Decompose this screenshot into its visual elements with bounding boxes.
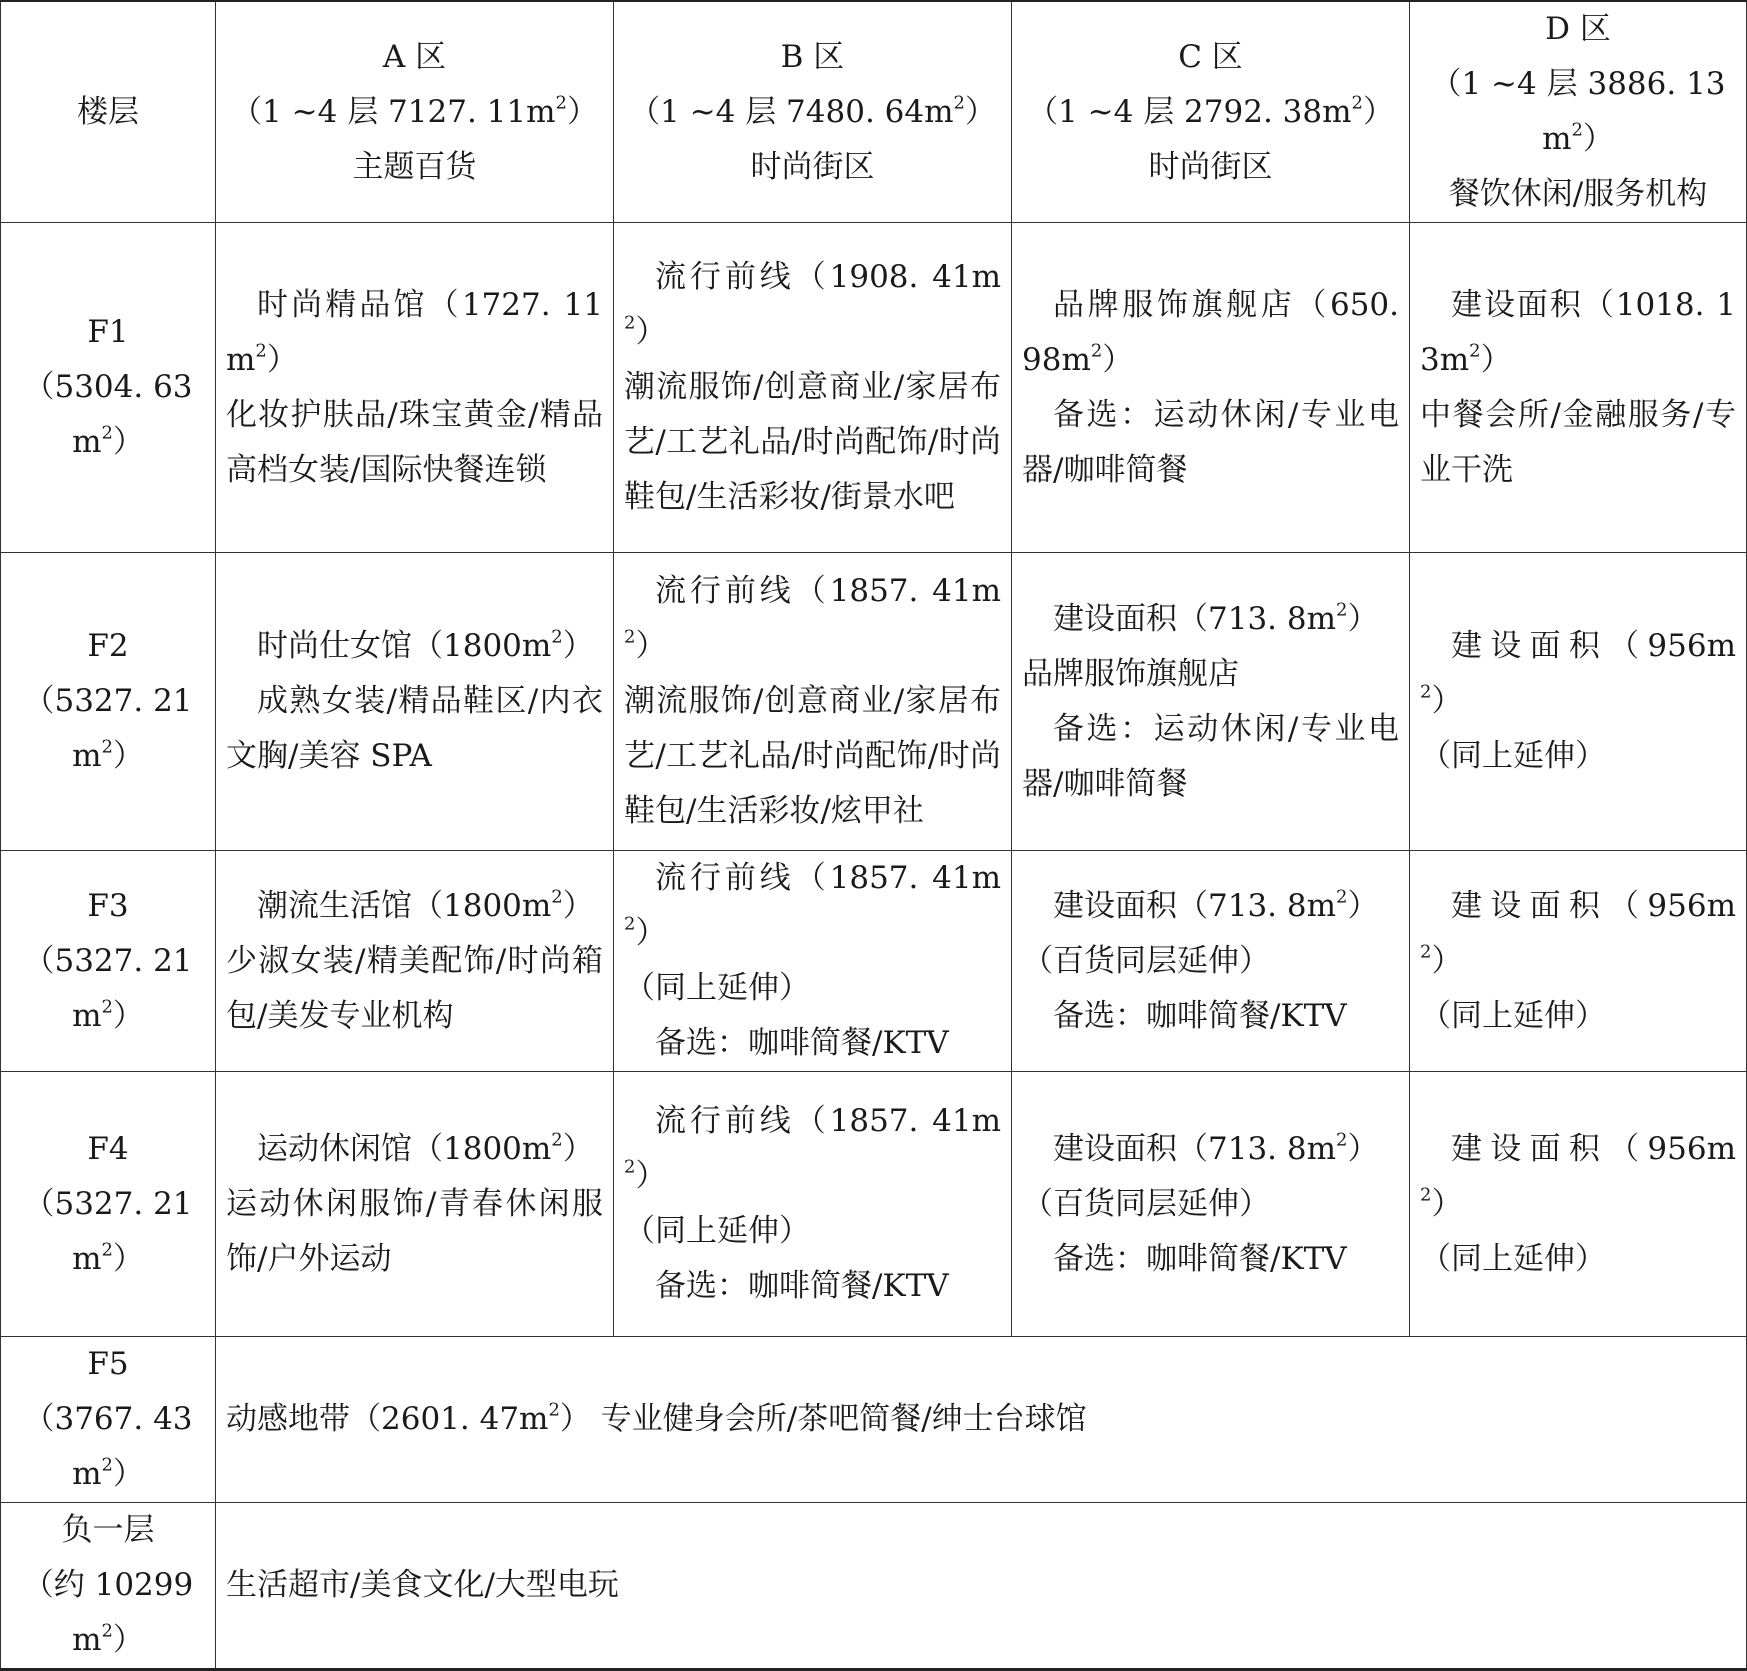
cell-title: 时尚仕女馆$(1800m^2)$ (257, 626, 594, 664)
zone-b-cell (614, 223, 1012, 553)
cell-text: （同上延伸） (624, 970, 810, 1006)
floor-area: （约 $10299m^2$） (22, 1567, 194, 1658)
zone-d-cell (1410, 851, 1747, 1072)
cell-title: 建设面积（1018. $13m^2$） (1420, 286, 1736, 378)
cell-title: 运动休闲馆$(1800m^2)$ (257, 1129, 594, 1167)
zone-a-cell (216, 851, 614, 1072)
floor-label-cell (1, 553, 216, 851)
zone-area: （1 ~4 层 7480. $64m^2$） (629, 92, 996, 130)
cell-alt: 备选：咖啡简餐/KTV (1053, 1240, 1347, 1277)
zone-area: （1 ~4 层 7127. $11m^2$） (231, 92, 598, 130)
floor-label-cell (1, 1072, 216, 1337)
floor-name: F4 (87, 1130, 129, 1167)
zone-area: （1 ~4 层 2792. $38m^2$） (1027, 92, 1394, 130)
zone-d-cell (1410, 1072, 1747, 1337)
b1-content-cell (216, 1503, 1747, 1670)
cell-text: 运动休闲服饰/青春休闲服饰/户外运动 (226, 1185, 603, 1277)
floor-name: 负一层 (61, 1512, 155, 1548)
cell-title: 流行前线（1857. $41m^2$） (624, 860, 1001, 951)
cell-title: 建设面积$(956m^2)$ (1420, 628, 1736, 719)
floor-area: （3767. $43m^2$） (23, 1401, 193, 1492)
cell-text: （同上延伸） (1420, 738, 1606, 774)
floor-row-f3 (1, 851, 1747, 1072)
floor-row-f4 (1, 1072, 1747, 1337)
zone-d-cell (1410, 223, 1747, 553)
cell-text: （百货同层延伸） (1022, 942, 1270, 979)
floor-area: （5327. $21m^2$） (23, 942, 193, 1034)
cell-title: 建设面积（713. $8m^2$） (1053, 886, 1379, 924)
zone-a-cell (216, 1072, 614, 1337)
cell-text: （同上延伸） (624, 1213, 810, 1249)
cell-text: 少淑女装/精美配饰/时尚箱包/美发专业机构 (226, 942, 603, 1034)
cell-text: 潮流服饰/创意商业/家居布艺/工艺礼品/时尚配饰/时尚鞋包/生活彩妆/炫甲社 (624, 683, 1001, 829)
zone-area: （1 ~4 层 3886. $13m^2$） (1430, 66, 1726, 157)
zone-c-cell (1012, 851, 1410, 1072)
cell-text: 成熟女装/精品鞋区/内衣文胸/美容 SPA (226, 683, 603, 774)
floor-name: F3 (87, 887, 129, 924)
cell-alt: 备选：咖啡简餐/KTV (655, 1025, 949, 1061)
floor-label-cell (1, 223, 216, 553)
cell-title: 建设面积$(956m^2)$ (1420, 1130, 1736, 1222)
floor-header-cell: 楼层 (1, 1, 216, 223)
zone-category: 时尚街区 (750, 148, 875, 185)
cell-title: 流行前线（1857. $41m^2$） (624, 1103, 1001, 1194)
zone-a-cell (216, 223, 614, 553)
zone-c-header (1012, 1, 1410, 223)
b1-text: 生活超市/美食文化/大型电玩 (226, 1567, 619, 1603)
zone-b-cell (614, 851, 1012, 1072)
cell-title: 建设面积$(956m^2)$ (1420, 887, 1736, 979)
cell-text: （同上延伸） (1420, 1240, 1606, 1277)
floor-row-f5 (1, 1337, 1747, 1503)
f5-text: 动感地带（2601. $47m^2$） 专业健身会所/茶吧简餐/绅士台球馆 (226, 1399, 1087, 1437)
cell-title: 品牌服饰旗舰店（650. $98m^2$） (1022, 286, 1399, 378)
zone-b-cell (614, 1072, 1012, 1337)
zone-a-cell (216, 553, 614, 851)
floor-area: （5304. $63m^2$） (23, 369, 193, 460)
cell-title: 建设面积（713. $8m^2$） (1053, 1129, 1379, 1167)
cell-text: （百货同层延伸） (1022, 1185, 1270, 1222)
zone-c-cell (1012, 223, 1410, 553)
header-row (1, 1, 1747, 223)
zone-category: 时尚街区 (1148, 148, 1273, 185)
zone-name: C 区 (1178, 38, 1243, 75)
cell-title: 时尚精品馆（1727. $11m^2$） (226, 286, 603, 378)
zone-a-header (216, 1, 614, 223)
floor-name: F5 (87, 1346, 129, 1382)
zone-category: 餐饮休闲/服务机构 (1448, 176, 1708, 212)
zone-c-cell (1012, 553, 1410, 851)
cell-text: 潮流服饰/创意商业/家居布艺/工艺礼品/时尚配饰/时尚鞋包/生活彩妆/街景水吧 (624, 369, 1001, 515)
zone-b-header (614, 1, 1012, 223)
cell-alt: 备选：咖啡简餐/KTV (1053, 997, 1347, 1034)
cell-text: 品牌服饰旗舰店 (1022, 655, 1239, 692)
floor-label-cell (1, 851, 216, 1072)
cell-title: 流行前线（1908. $41m^2$） (624, 259, 1001, 350)
floor-row-f1 (1, 223, 1747, 553)
floor-area: （5327. $21m^2$） (23, 1185, 193, 1277)
floor-label-cell (1, 1503, 216, 1670)
cell-title: 潮流生活馆$(1800m^2)$ (257, 886, 594, 924)
floor-row-f2 (1, 553, 1747, 851)
zone-category: 主题百货 (352, 148, 477, 185)
zone-d-header (1410, 1, 1747, 223)
cell-text: （同上延伸） (1420, 997, 1606, 1034)
floor-area: （5327. $21m^2$） (23, 683, 193, 774)
zone-name: A 区 (382, 38, 447, 75)
cell-text: 化妆护肤品/珠宝黄金/精品高档女装/国际快餐连锁 (226, 396, 603, 488)
zone-b-cell (614, 553, 1012, 851)
cell-text: 中餐会所/金融服务/专业干洗 (1420, 396, 1736, 488)
cell-alt: 备选：咖啡简餐/KTV (655, 1268, 949, 1304)
floor-name: F2 (87, 628, 129, 664)
floor-label-cell (1, 1337, 216, 1503)
zone-name: D 区 (1545, 11, 1611, 47)
floor-name: F1 (87, 314, 129, 350)
zone-c-cell (1012, 1072, 1410, 1337)
f5-content-cell (216, 1337, 1747, 1503)
cell-alt: 备选：运动休闲/专业电器/咖啡简餐 (1022, 710, 1399, 802)
cell-title: 建设面积（713. $8m^2$） (1053, 599, 1379, 637)
zone-d-cell (1410, 553, 1747, 851)
cell-alt: 备选：运动休闲/专业电器/咖啡简餐 (1022, 396, 1399, 488)
floor-row-b1 (1, 1503, 1747, 1670)
zone-name: B 区 (780, 38, 845, 75)
cell-title: 流行前线（1857. $41m^2$） (624, 573, 1001, 664)
